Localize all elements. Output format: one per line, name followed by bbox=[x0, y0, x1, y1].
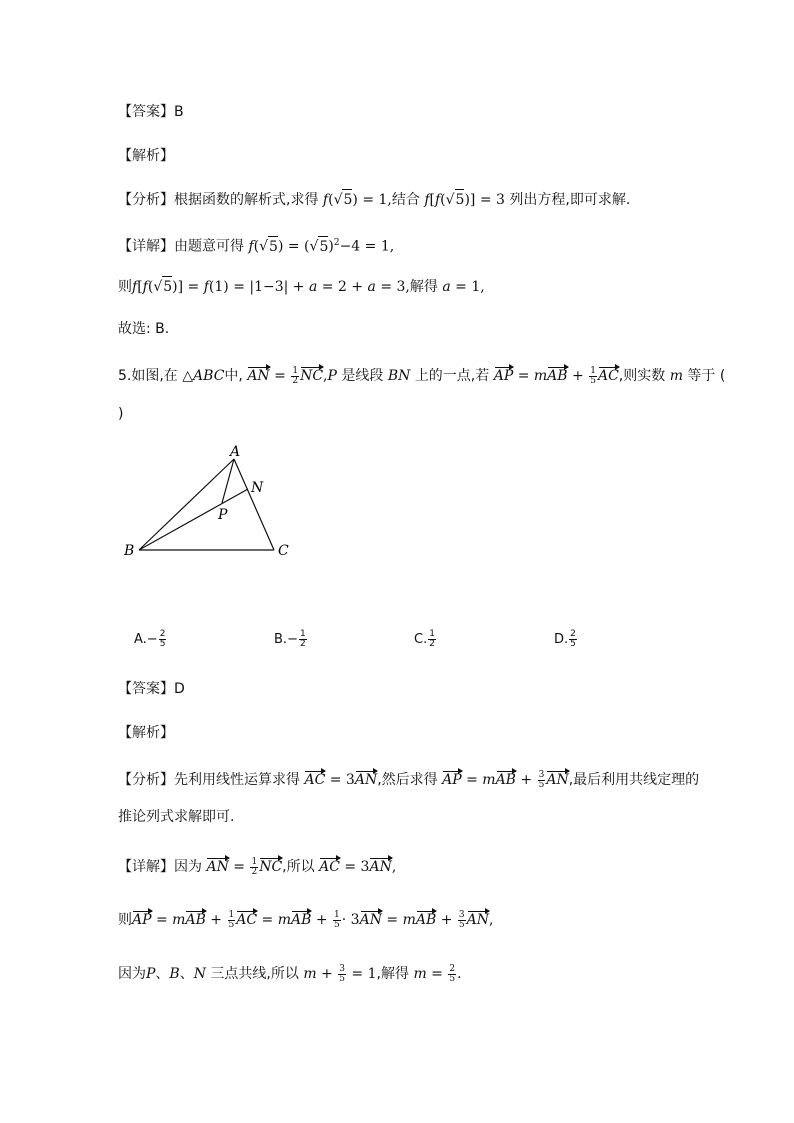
q4-answer: 【答案】B bbox=[118, 104, 184, 120]
q4-fenxi: 【分析】根据函数的解析式,求得 f(√5) = 1,结合 f[f(√5)] = 3 列出方程,即可求解. bbox=[118, 189, 630, 210]
option-c[interactable]: C. $\frac{1}{2}$ bbox=[414, 629, 435, 649]
label-a: A bbox=[230, 444, 241, 460]
label-n: N bbox=[251, 480, 264, 496]
q4-detail: 【详解】由题意可得 $f(√5) = (√5)^2-4 = 1$, bbox=[118, 233, 394, 257]
q5-final: 因为P、B、N 三点共线,所以 m + $\frac{3}{5}$ = 1,解得 m = $\frac{2}{5}$ . bbox=[118, 963, 462, 984]
q5-stem-close: ) bbox=[118, 406, 124, 422]
q5-stem: 5.如图,在 △ABC中, AN = $\frac{1}{2}$ NC,P 是线段 BN 上的一点,若 AP = mAB + $\frac{1}{5}$ AC,则实数 m 等于 ( bbox=[118, 365, 726, 386]
label-p: P bbox=[218, 507, 228, 523]
option-d[interactable]: D. $\frac{2}{5}$ bbox=[554, 629, 576, 649]
triangle-figure bbox=[118, 440, 318, 570]
q5-detail: 【详解】因为 AN = $\frac{1}{2}$ NC,所以 AC = 3AN, bbox=[118, 856, 397, 877]
side-ac bbox=[234, 459, 274, 550]
label-b: B bbox=[124, 543, 135, 559]
option-b[interactable]: B.− $\frac{1}{2}$ bbox=[274, 629, 306, 649]
q5-analysis-label: 【解析】 bbox=[118, 725, 174, 741]
q4-compute: 则f[f(√5)] = f(1) = |1−3| + a = 2 + a = 3,解得 a = 1, bbox=[118, 276, 485, 297]
q4-analysis-label: 【解析】 bbox=[118, 148, 174, 164]
q5-answer: 【答案】D bbox=[118, 681, 185, 697]
label-c: C bbox=[278, 543, 289, 559]
segment-ap bbox=[222, 459, 234, 503]
q5-compute: 则AP = mAB + $\frac{1}{5}$ AC = mAB + $\frac{1}{5}$ · 3AN = mAB + $\frac{3}{5}$ AN, bbox=[118, 909, 494, 930]
q5-fenxi: 【分析】先利用线性运算求得 AC = 3AN,然后求得 AP = mAB + $\frac{3}{5}$ AN,最后利用共线定理的 bbox=[118, 769, 700, 790]
q5-fenxi-cont: 推论列式求解即可. bbox=[118, 809, 235, 825]
q4-choice: 故选: B. bbox=[118, 321, 170, 337]
option-a[interactable]: A.− $\frac{2}{5}$ bbox=[134, 629, 166, 649]
